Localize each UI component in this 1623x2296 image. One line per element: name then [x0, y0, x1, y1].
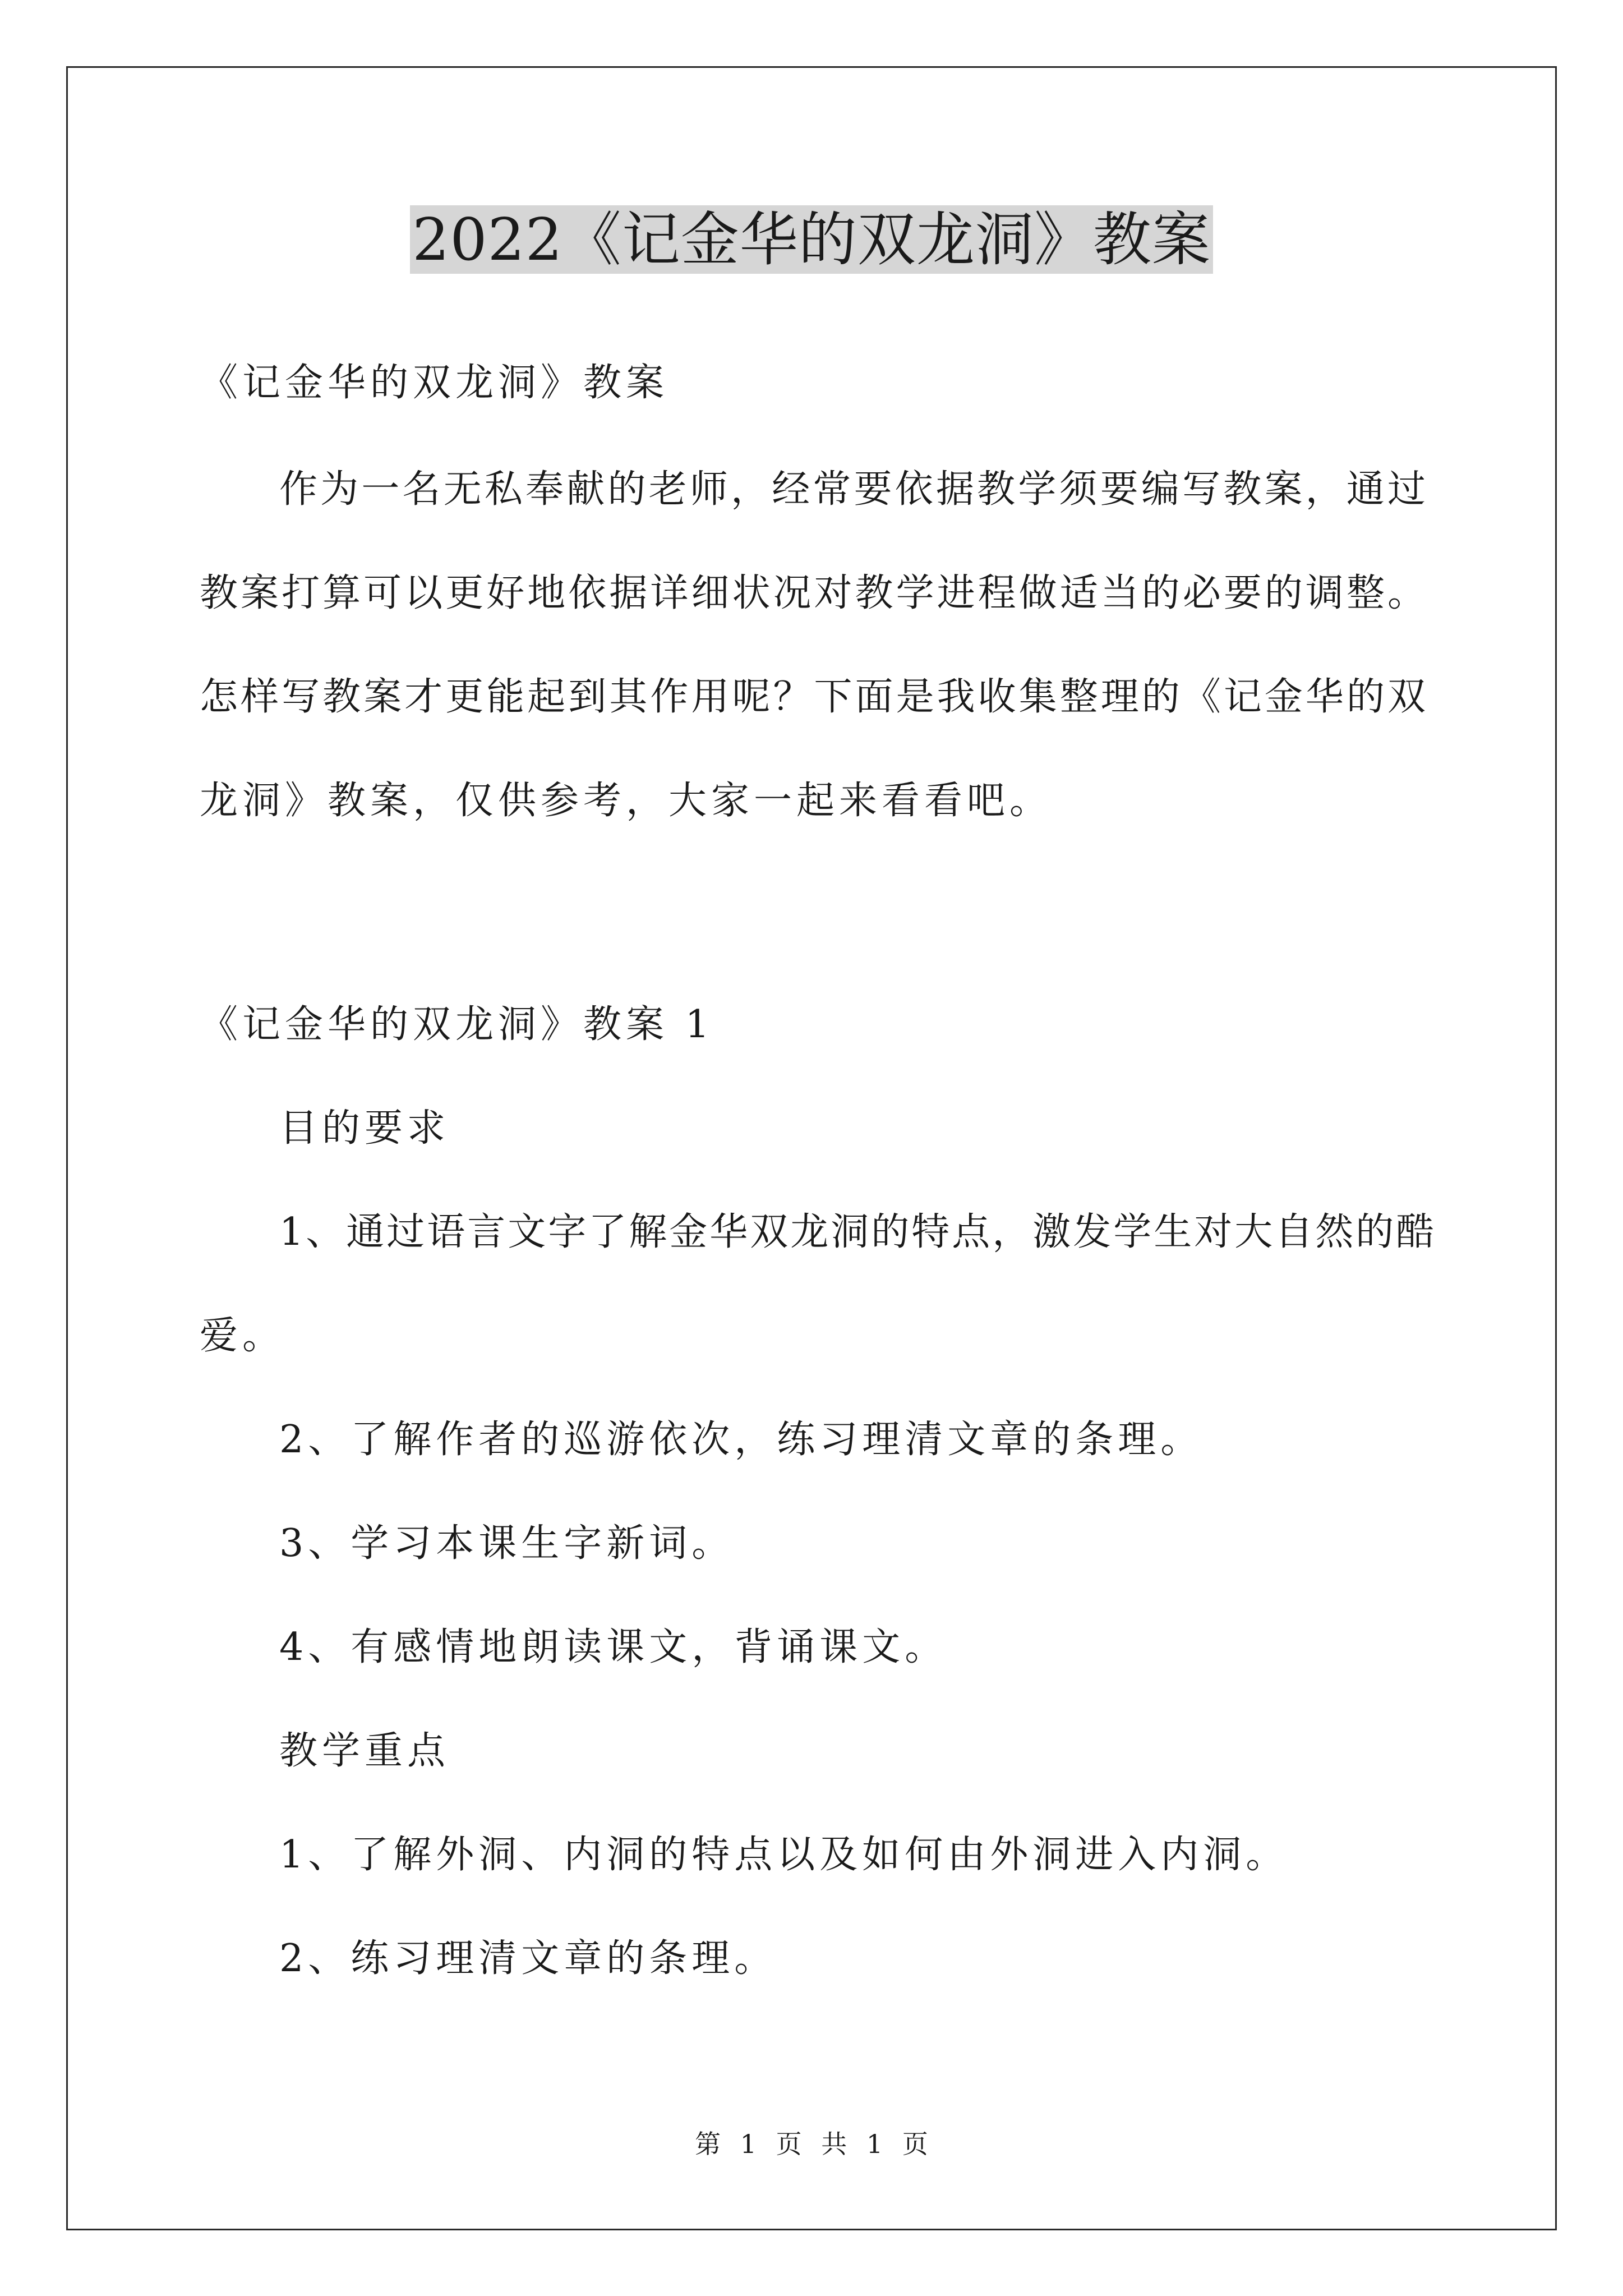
section-heading: 《记金华的双龙洞》教案 1	[200, 1002, 714, 1047]
key-points-heading: 教学重点	[279, 1729, 450, 1773]
intro-line-2: 教案打算可以更好地依据详细状况对教学进程做适当的必要的调整。	[200, 571, 1428, 615]
intro-line-4: 龙洞》教案，仅供参考，大家一起来看看吧。	[200, 779, 1053, 823]
subtitle: 《记金华的双龙洞》教案	[200, 361, 669, 405]
goal-1-line-1: 1、通过语言文字了解金华双龙洞的特点，激发学生对大自然的酷	[279, 1210, 1437, 1254]
key-point-2: 2、练习理清文章的条理。	[279, 1936, 777, 1981]
intro-line-1: 作为一名无私奉献的老师，经常要依据教学须要编写教案，通过	[279, 467, 1428, 512]
page-footer: 第 1 页 共 1 页	[695, 2129, 928, 2159]
key-point-1: 1、了解外洞、内洞的特点以及如何由外洞进入内洞。	[279, 1833, 1289, 1877]
goal-4: 4、有感情地朗读课文，背诵课文。	[279, 1625, 948, 1669]
goal-1-line-2: 爱。	[200, 1314, 285, 1358]
intro-line-3: 怎样写教案才更能起到其作用呢？下面是我收集整理的《记金华的双	[200, 675, 1428, 719]
document-title	[0, 203, 1623, 276]
goal-2: 2、了解作者的巡游依次，练习理清文章的条理。	[279, 1418, 1204, 1462]
title-text: 2022《记金华的双龙洞》教案	[410, 205, 1213, 274]
goals-heading: 目的要求	[279, 1106, 450, 1151]
goal-3: 3、学习本课生字新词。	[279, 1521, 735, 1566]
